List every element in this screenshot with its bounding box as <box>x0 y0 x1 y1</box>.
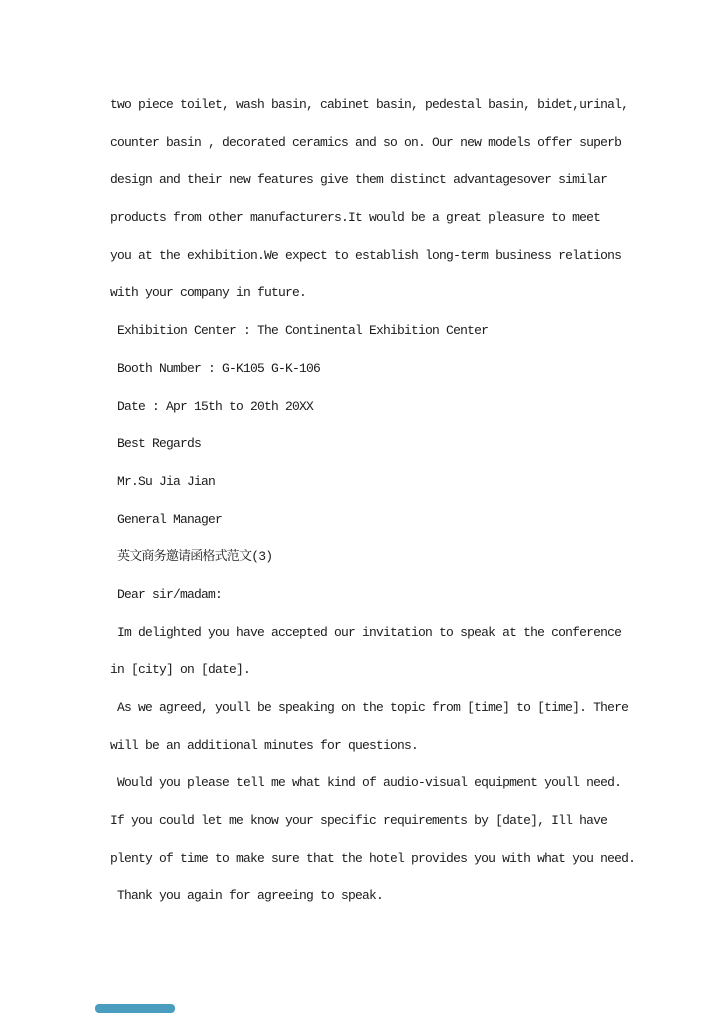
text-line: plenty of time to make sure that the hotel provides you with what you need. <box>110 850 636 866</box>
text-line: Dear sir/madam: <box>110 586 223 602</box>
text-line: will be an additional minutes for questions. <box>110 737 419 753</box>
page-decoration-bar <box>95 1004 175 1013</box>
text-line: Exhibition Center : The Continental Exhibition Center <box>110 323 489 339</box>
text-line: As we agreed, youll be speaking on the topic from [time] to [time]. There <box>110 700 629 715</box>
text-line: General Manager <box>110 511 223 527</box>
text-line: design and their new features give them distinct advantagesover similar <box>110 172 608 188</box>
text-line: If you could let me know your specific requirements by [date], Ill have <box>110 813 608 829</box>
text-line: Im delighted you have accepted our invitation to speak at the conference <box>110 624 622 640</box>
text-line: products from other manufacturers.It would be a great pleasure to meet <box>110 210 601 226</box>
text-line: you at the exhibition.We expect to establish long-term business relations <box>110 247 622 263</box>
text-line: Thank you again for agreeing to speak. <box>110 888 384 904</box>
text-line: Would you please tell me what kind of audio-visual equipment youll need. <box>110 775 622 791</box>
text-line: with your company in future. <box>110 285 307 301</box>
text-line: two piece toilet, wash basin, cabinet basin, pedestal basin, bidet,urinal, <box>110 97 629 112</box>
text-line: Mr.Su Jia Jian <box>110 473 216 489</box>
text-line: Best Regards <box>110 436 202 452</box>
text-line: Date : Apr 15th to 20th 20XX <box>110 398 314 414</box>
text-line: in [city] on [date]. <box>110 662 251 678</box>
text-line: Booth Number : G-K105 G-K-106 <box>110 360 321 376</box>
section-heading: 英文商务邀请函格式范文(3) <box>110 549 273 565</box>
text-line: counter basin , decorated ceramics and so on. Our new models offer superb <box>110 134 622 150</box>
document-text-block <box>110 86 655 915</box>
